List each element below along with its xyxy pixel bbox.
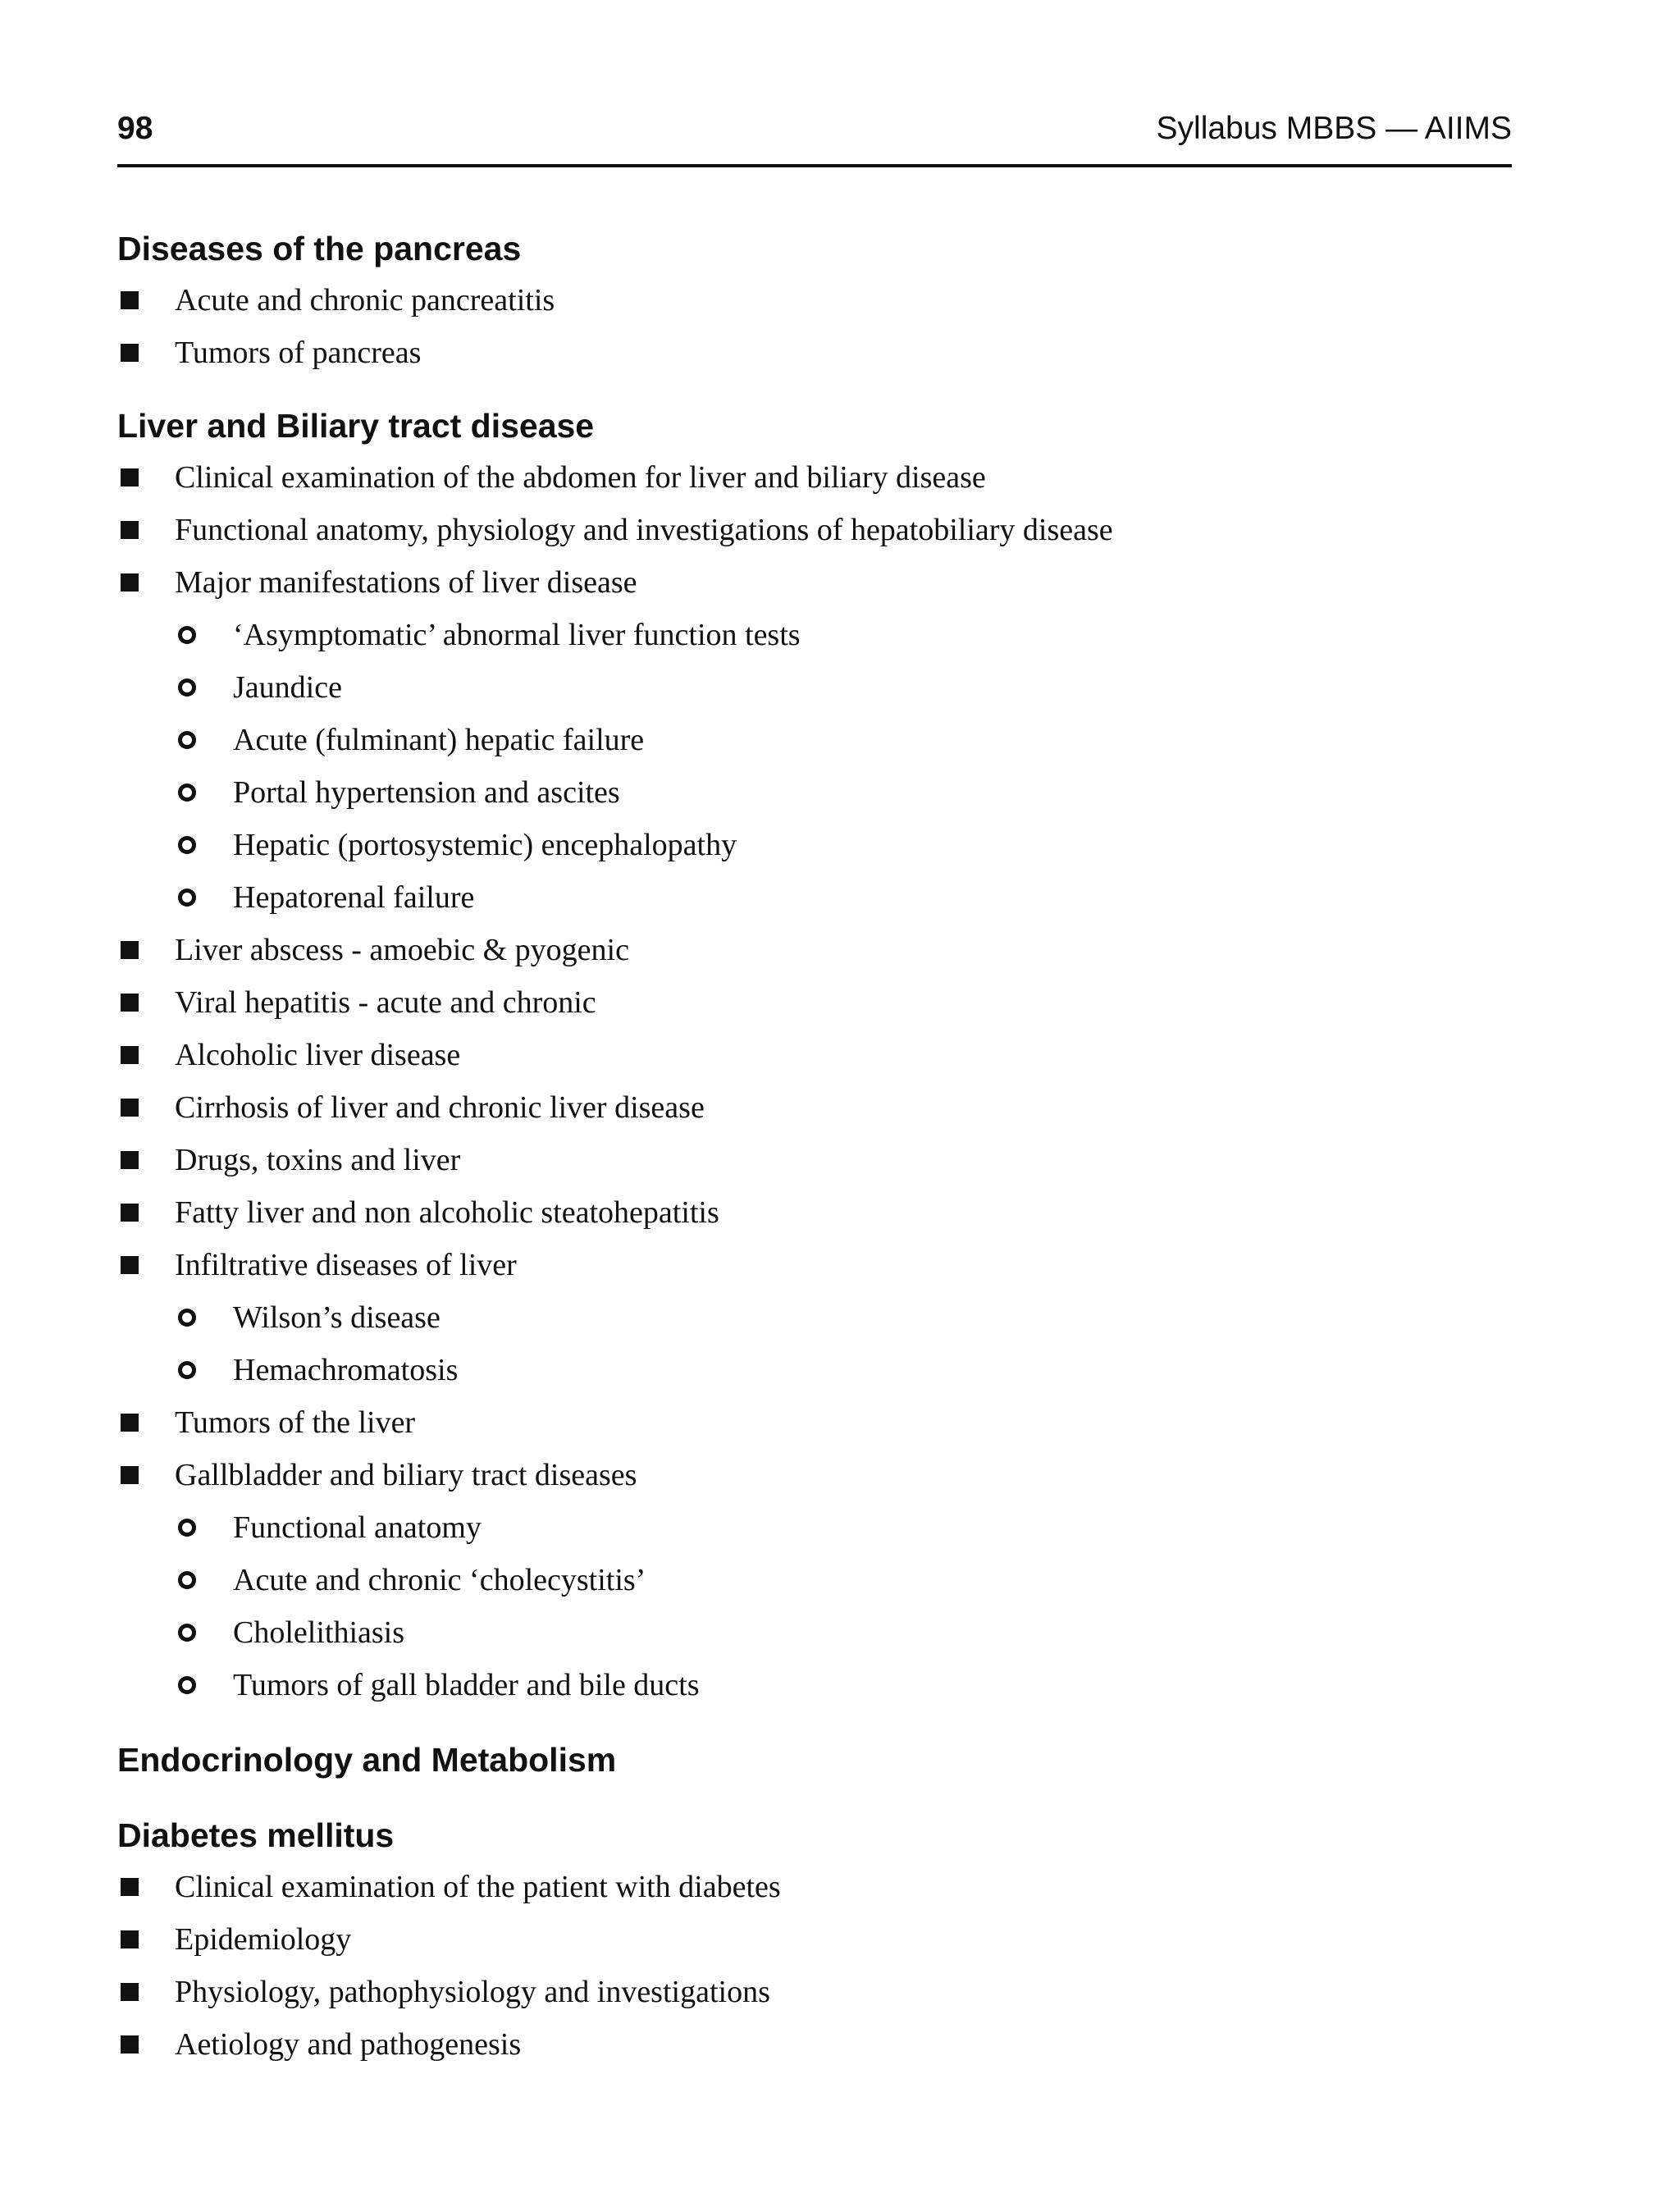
- bullet-list: [117, 1861, 1512, 2071]
- square-bullet-icon: [121, 521, 139, 539]
- list-item: [117, 1861, 1512, 1913]
- square-bullet-icon: [121, 1151, 139, 1169]
- sub-list-item-text: Cholelithiasis: [233, 1615, 404, 1650]
- circle-bullet-icon: [178, 1519, 196, 1537]
- square-bullet-icon: [121, 1099, 139, 1117]
- section-heading: Diseases of the pancreas: [117, 230, 522, 267]
- sub-list-item: [117, 1659, 1512, 1711]
- sub-list-item: [117, 661, 1512, 714]
- list-item: [117, 1081, 1512, 1134]
- square-bullet-icon: [121, 468, 139, 487]
- list-item-text: Drugs, toxins and liver: [175, 1143, 461, 1177]
- running-title: Syllabus MBBS — AIIMS: [1156, 111, 1512, 146]
- square-bullet-icon: [121, 1983, 139, 2001]
- sub-list-item-text: Tumors of gall bladder and bile ducts: [233, 1668, 700, 1702]
- sub-list-item-text: Hepatorenal failure: [233, 880, 475, 915]
- list-item-text: Infiltrative diseases of liver: [175, 1248, 517, 1282]
- square-bullet-icon: [121, 994, 139, 1012]
- list-item: [117, 1913, 1512, 1966]
- sub-list-item: [117, 714, 1512, 766]
- circle-bullet-icon: [178, 1571, 196, 1589]
- sub-list-item-text: Acute and chronic ‘cholecystitis’: [233, 1563, 646, 1597]
- sub-list-item: [117, 1554, 1512, 1606]
- sub-list-item-text: Acute (fulminant) hepatic failure: [233, 723, 645, 757]
- bullet-list: [117, 451, 1512, 1711]
- square-bullet-icon: [121, 1878, 139, 1896]
- list-item: [117, 1239, 1512, 1291]
- square-bullet-icon: [121, 573, 139, 592]
- square-bullet-icon: [121, 2035, 139, 2054]
- list-item-text: Gallbladder and biliary tract diseases: [175, 1458, 637, 1492]
- circle-bullet-icon: [178, 1309, 196, 1327]
- list-item: [117, 504, 1512, 556]
- circle-bullet-icon: [178, 783, 196, 802]
- list-item: [117, 1966, 1512, 2018]
- list-item: [117, 1029, 1512, 1081]
- section-heading: Diabetes mellitus: [117, 1816, 395, 1854]
- square-bullet-icon: [121, 344, 139, 362]
- sub-list-item-text: Portal hypertension and ascites: [233, 775, 620, 810]
- square-bullet-icon: [121, 1256, 139, 1274]
- circle-bullet-icon: [178, 731, 196, 749]
- sub-list-item: [117, 609, 1512, 661]
- sub-list-item: [117, 1501, 1512, 1554]
- list-item: [117, 274, 1512, 327]
- sub-list-item-text: Functional anatomy: [233, 1510, 482, 1545]
- section-heading: Endocrinology and Metabolism: [117, 1741, 617, 1779]
- list-item-text: Physiology, pathophysiology and investigations: [175, 1975, 770, 2009]
- sub-list-item: [117, 871, 1512, 924]
- sub-list-item: [117, 819, 1512, 871]
- list-item-text: Tumors of pancreas: [175, 336, 422, 370]
- list-item-text: Clinical examination of the patient with diabetes: [175, 1870, 781, 1904]
- circle-bullet-icon: [178, 626, 196, 644]
- page-number: 98: [117, 111, 153, 146]
- list-item: [117, 1186, 1512, 1239]
- list-item: [117, 2018, 1512, 2071]
- list-item: [117, 1396, 1512, 1449]
- sub-list-item: [117, 1606, 1512, 1659]
- sub-list-item-text: ‘Asymptomatic’ abnormal liver function tests: [233, 618, 801, 652]
- square-bullet-icon: [121, 1046, 139, 1064]
- list-item: [117, 1134, 1512, 1186]
- circle-bullet-icon: [178, 1676, 196, 1694]
- square-bullet-icon: [121, 1930, 139, 1948]
- page-content: [117, 223, 1512, 2071]
- list-item-text: Viral hepatitis - acute and chronic: [175, 985, 596, 1020]
- square-bullet-icon: [121, 1204, 139, 1222]
- circle-bullet-icon: [178, 1361, 196, 1379]
- sub-list-item: [117, 766, 1512, 819]
- circle-bullet-icon: [178, 1624, 196, 1642]
- list-item: [117, 924, 1512, 976]
- list-item: [117, 451, 1512, 504]
- circle-bullet-icon: [178, 889, 196, 907]
- list-item-text: Fatty liver and non alcoholic steatohepatitis: [175, 1195, 719, 1230]
- sub-list-item: [117, 1291, 1512, 1344]
- list-item: [117, 556, 1512, 609]
- sub-list-item-text: Hemachromatosis: [233, 1353, 459, 1387]
- bullet-list: [117, 274, 1512, 379]
- list-item: [117, 976, 1512, 1029]
- list-item: [117, 1449, 1512, 1501]
- list-item-text: Epidemiology: [175, 1922, 352, 1957]
- list-item-text: Cirrhosis of liver and chronic liver disease: [175, 1090, 705, 1125]
- circle-bullet-icon: [178, 678, 196, 697]
- list-item: [117, 327, 1512, 379]
- sub-list-item-text: Wilson’s disease: [233, 1300, 441, 1335]
- circle-bullet-icon: [178, 836, 196, 854]
- list-item-text: Tumors of the liver: [175, 1405, 416, 1440]
- sub-list-item-text: Hepatic (portosystemic) encephalopathy: [233, 828, 737, 862]
- list-item-text: Alcoholic liver disease: [175, 1038, 461, 1072]
- square-bullet-icon: [121, 1466, 139, 1484]
- page-header: [117, 107, 1512, 167]
- square-bullet-icon: [121, 1414, 139, 1432]
- list-item-text: Acute and chronic pancreatitis: [175, 283, 555, 318]
- list-item-text: Aetiology and pathogenesis: [175, 2027, 522, 2062]
- list-item-text: Major manifestations of liver disease: [175, 565, 637, 600]
- list-item-text: Liver abscess - amoebic & pyogenic: [175, 933, 629, 967]
- sub-list-item: [117, 1344, 1512, 1396]
- section-heading: Liver and Biliary tract disease: [117, 407, 595, 445]
- square-bullet-icon: [121, 291, 139, 309]
- list-item-text: Functional anatomy, physiology and investigations of hepatobiliary disease: [175, 513, 1113, 547]
- list-item-text: Clinical examination of the abdomen for liver and biliary disease: [175, 460, 986, 495]
- sub-list-item-text: Jaundice: [233, 670, 342, 705]
- square-bullet-icon: [121, 941, 139, 959]
